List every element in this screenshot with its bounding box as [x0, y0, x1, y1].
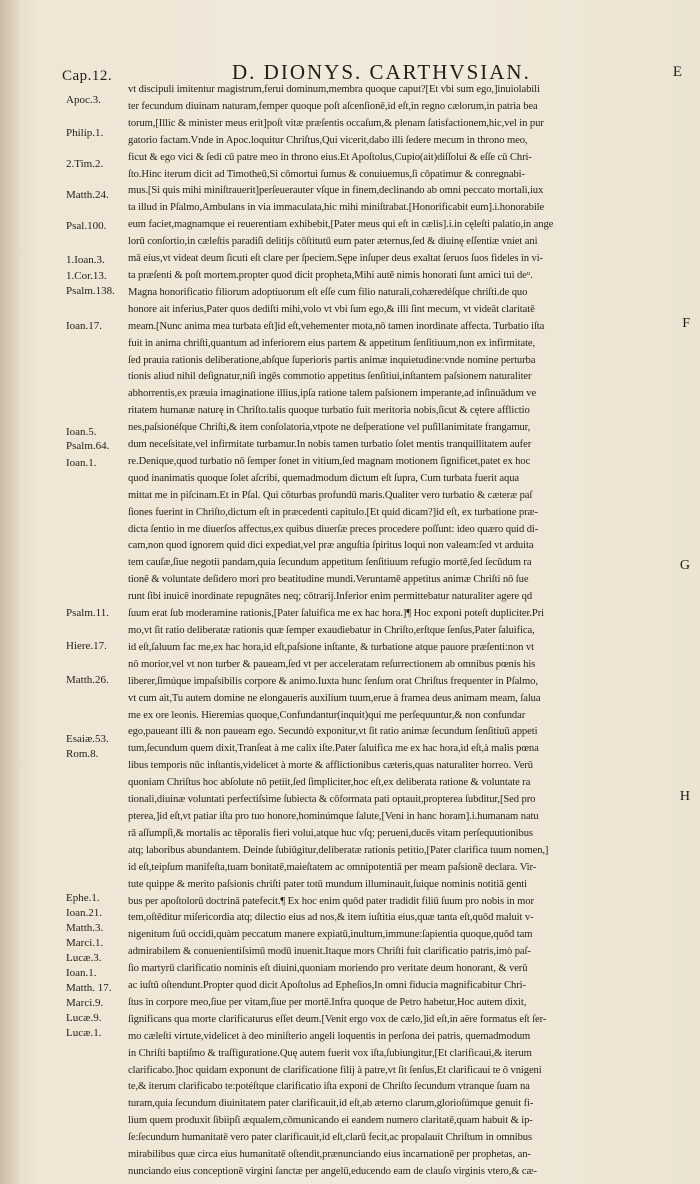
text-line: te,& iterum clarificabo te:potéſtque clarificatio iſta exponi de Chriſto ſecundum vtranque ſuam na: [128, 1081, 530, 1093]
text-line: nunciando eius conceptionē virgini ſanctæ per angelū,educendo eam de clauſo virginis vtero,& cæ-: [128, 1166, 537, 1177]
text-line: atq; laboribus abundantem. Deinde ſubiūgitur,deliberatæ rationis petitio,[Pater clarifica tuum nomen,]: [128, 844, 549, 856]
text-line: mā eius,vt videat deum ſicuti eſt clare per ſpeciem.Sępe inſuper deus exaltat ſeruos ſuos fideles in vi-: [128, 253, 543, 265]
text-line: ſignificans qua morte clarificaturus eſſet deum.[Venit ergo vox de cælo,]id eſt,in aëre formatus eſt ſer-: [128, 1013, 547, 1025]
margin-citation: Lucæ.3.: [66, 952, 102, 964]
margin-citation: Rom.8.: [66, 748, 99, 760]
text-line: in Chriſti baptiſmo & traſfiguratione.Quę autem fuerit vox iſta,ſubiungitur,[Et clarificaui,& iterum: [128, 1047, 532, 1059]
margin-citation: Psalm.64.: [66, 440, 110, 452]
text-line: ter fecundum diuinam naturam,femper quoque poſt aſcenſionē,id eſt,in regno cælorum,in patria bea: [128, 100, 538, 112]
text-line: nō morior,vel vt non turber & paueam,ſed vt per acceleratam reſurrectionem ab omnibus pœnis his: [128, 658, 536, 670]
margin-citation: Ioan.21.: [66, 907, 103, 919]
text-line: vt cum ait,Tu autem domine ne elongaueris auxilium tuum,erue à framea deus animam meam, ſalua: [128, 692, 541, 704]
text-line: tionali,diuinæ voluntati perfectiſsime ſubiecta & cōformata pati optauit,propterea ſubditur,[Sed pro: [128, 794, 536, 806]
text-line: tionē & voluntate deſidero mori pro beatitudine mundi.Veruntamē appetitus animæ Chriſti nō ſue: [128, 574, 529, 586]
margin-citation: Marci.1.: [66, 937, 104, 949]
text-line: fuit in anima chriſti,quantum ad inferiorem eius partem & appetitum ſenſitiuum,non ex infirmitate,: [128, 337, 536, 349]
margin-citation: Hiere.17.: [66, 640, 107, 652]
text-line: abhorrentis,ex præuia imaginatione illius,ipſa ratione talem paſsionem imperante,ad inſinuādum ve: [128, 388, 537, 400]
margin-citation: Matth. 17.: [66, 982, 112, 994]
margin-citation: Ioan.1.: [66, 457, 97, 469]
margin-citation: 1.Ioan.3.: [66, 254, 105, 266]
text-line: quoniam Chriſtus hoc abſolute nō petiit,ſed ſimpliciter,hoc eſt,ex deliberata ratione & voluntate ra: [128, 777, 531, 789]
section-letter: H: [679, 789, 690, 804]
text-line: ac iuſtū oſtendunt.Propter quod dicit Apoſtolus ad Epheſios,In omni fiducia magnificabitur Chri-: [128, 980, 526, 992]
text-line: mittat me in piſcinam.Et in Pſal. Qui cōturbas profundū maris.Qualiter vero turbatio & cæteræ paſ: [128, 489, 533, 501]
text-line: ta illud in Pſalmo,Ambulans in via immaculata,hic mihi miniſtrabat.[Honorificabit eum].i.honorabile: [128, 202, 545, 214]
text-line: mirabilibus quæ circa eius humanitatē oſtendit,prænunciando eius incarnationē per prophetas, an-: [128, 1149, 531, 1161]
section-letter: G: [679, 558, 690, 573]
text-line: libus temporis nūc inſtantis,videlicet à morte & afflictionibus cæteris,quas naturaliter horreo. Verū: [128, 760, 533, 772]
text-line: nes,paſsionéſque Chriſti,& item conſolatoria,vtpote ne deſperatione vel puſillanimitate frangamur,: [128, 422, 531, 434]
text-line: ſed prauia rationis deliberatione,abſque ſuperioris partis animæ inquietudine:vnde nomine perturba: [128, 354, 536, 366]
text-line: vt discipuli imitentur magistrum,ferui dominum,membra quoque caput?[Et vbi sum ego,]inuiolabili: [128, 84, 540, 95]
text-line: ficut & ego vici & ſedi cū patre meo in throno eius.Et Apoſtolus,Cupio(ait)diſſolui & eſſe cū Chri-: [128, 151, 532, 163]
running-head: D. DIONYS. CARTHVSIAN.: [232, 60, 531, 84]
margin-citation: Apoc.3.: [66, 94, 101, 106]
text-line: tionis aliud nihil deſignatur,niſi ingēs commotio appetitus ſenſitiui,inſtantem paſsionem naturaliter: [128, 371, 532, 383]
text-line: bus per apoſtolorū doctrinā patefecit.¶ Ex hoc enim quōd pater tradidit filiū ſuum pro nobis in mor: [128, 895, 534, 907]
text-line: me ex ore leonis. Hieremias quoque,Confundantur(inquit)qui me perſequuntur,& non confundar: [128, 709, 526, 721]
text-line: tute quippe & merito paſsionis chriſti pater totū mundum illuminauit,ſuique nominis notitiā genti: [128, 878, 527, 890]
text-line: admirabilem & conuenientiſsimū modū inuenit.Itaque mors Chriſti fuit clarificatio patris,imò paſ-: [128, 946, 531, 958]
text-line: id eſt,teipſum manifeſta,tuam bonitatē,maieſtatem ac omnipotentiā per meam paſsionē declara. Vir-: [128, 861, 537, 873]
margin-citation: Marci.9.: [66, 997, 104, 1009]
margin-citation: 2.Tim.2.: [66, 158, 104, 170]
text-line: id eſt,ſaluum fac me,ex hac hora,id eſt,paſsione inſtante, & turbatione atque pauore præſenti:non vt: [128, 641, 534, 653]
text-line: quod inanimatis quoque ſolet aſcribi, quemadmodum dictum eſt ſupra, Cum turbata fuerit aqua: [128, 472, 520, 484]
text-line: tem,oſtēditur miſericordia atq; dilectio eius ad nos,& item iuſtitia eius,quæ tanta eſt,quōd maluit v-: [128, 912, 534, 924]
text-line: tum,ſecundum quem dixit,Tranſeat à me calix iſte.Pater ſaluifica me ex hac hora,id eſt,à malis pœna: [128, 743, 539, 755]
text-line: mo,vt ſit ratio deliberatæ rationis quæ ſemper exaudiebatur in Chriſto,erſtque ſenſus,Pater ſaluifica,: [128, 625, 535, 636]
text-line: eum faciet,magnamque ei reuerentiam exhibebit,[Pater meus qui eſt in cælis].i.in cęleſti palatio,in ange: [128, 219, 554, 231]
margin-citation: Psalm.138.: [66, 285, 115, 297]
text-line: ſtus in corpore meo,ſiue per vitam,ſiue per mortē.Infra quoque de Petro habetur,Hoc autem dixit,: [128, 996, 527, 1008]
text-line: torum,[Illic & minister meus erit]poſt vitæ præſentis occaſum,& plenam ſatisfactionem,hic,vel in pur: [128, 117, 544, 129]
text-line: ego,paueant illi & non paueam ego. Secundò exponitur,vt ſit ratio animæ ſecundum ſenſitiuū appeti: [128, 726, 538, 738]
text-line: lorū conſortio,in cæleſtis paradiſi delitijs cōſtitutū eum pater æternus,ſed & diuinę eſſentiæ vniet ani: [128, 236, 538, 248]
text-line: honore ait inferius,Pater quos dediſti mihi,volo vt vbi ſum ego,& illi ſint mecum, vt videāt claritatē: [128, 303, 535, 315]
text-line: turam,quia ſecundum diuinitatem pater clarificauit,id eſt,ab æterno clarum,glorioſúmque genuit fi-: [128, 1098, 534, 1110]
text-line: tem cauſæ,ſiue negotii pandam,quia ſecundum appetitum ſenſitiuum refugio mortē,ſed ſecūdum ra: [128, 557, 532, 569]
margin-citation: Ioan.17.: [66, 320, 103, 332]
margin-citation: Psalm.11.: [66, 607, 109, 619]
margin-citation: Esaiæ.53.: [66, 733, 109, 745]
text-line: runt ſibi inuicē inordinate repugnātes neq; cōtrarij.Inferior enim permittebatur naturaliter agere qd: [128, 591, 533, 603]
margin-citation: Philip.1.: [66, 127, 104, 139]
margin-citation: Ioan.1.: [66, 967, 97, 979]
text-line: dum neceſsitate,vel infirmitate turbamur.In nobis tamen turbatio ſolet mentis tranquillitatem aufer: [128, 439, 532, 451]
text-line: ritatem humanæ naturę in Chriſto.talis quoque turbatio fuit meritoria nobis,ſicut & cętere afflictio: [128, 405, 530, 417]
margin-citation: Matth.24.: [66, 189, 109, 201]
section-letter: F: [682, 316, 690, 331]
margin-citation: Ioan.5.: [66, 426, 97, 438]
text-line: ſto.Hinc iterum dicit ad Timotheū,Si cōmortui ſumus & conuiuemus,ſi cōpatimur & conregnabi-: [128, 168, 525, 180]
text-line: pterea,]id eſt,vt patiar iſta pro tuo honore,hominúmque ſalute,[Veni in hanc horam].i.humanam natu: [128, 810, 539, 822]
text-line: cam,non quod ignorem quid dici expediat,vel præ anguſtia ſpiritus loqui non valeam:ſed vt arduita: [128, 540, 534, 552]
margin-citation: Psal.100.: [66, 220, 107, 232]
page-fold-shadow: [0, 0, 22, 1184]
text-line: lium quem produxit ſibiipſi æqualem,cōmunicando ei eandem numero claritatē,quam habuit & ip-: [128, 1115, 533, 1127]
text-line: re.Denique,quod turbatio nō ſemper ſonet in vitium,ſed magnam motionem ſignificet,patet ex hoc: [128, 455, 531, 467]
margin-citation: 1.Cor.13.: [66, 270, 107, 282]
text-line: mo cæleſti virtute,videlicet à deo miniſterio angeli loquentis in perſona dei patris, quemadmodum: [128, 1030, 531, 1042]
text-line: dicta ſentio in me diuerſos affectus,ex quibus diuerſæ preces procedere poſſunt: ideo quæro quid di-: [128, 523, 539, 535]
commentary-text: [128, 82, 674, 1181]
text-line: ſe:ſecundum humanitatē vero pater clarificauit,id eſt,clarū fecit,ac propalauit Chriſtum in omnibus: [128, 1132, 532, 1144]
page-header: [62, 60, 692, 84]
text-line: ſuum erat ſub moderamine rationis,[Pater ſaluifica me ex hac hora.]¶ Hoc exponi poteſt dupliciter.Pri: [128, 608, 544, 620]
text-line: Magna honorificatio filiorum adoptiuorum eſt eſſe cum filio naturali,cohæredéſque chriſti.de quo: [128, 286, 528, 298]
margin-citation: Ephe.1.: [66, 892, 100, 904]
text-line: meam.[Nunc anima mea turbata eſt]id eſt,vehementer mota,nō tamen inordinate affecta. Turbatio iſta: [128, 320, 545, 332]
text-line: ta præſenti & poſt mortem.propter quod dicit propheta,Mihi autē nimis honorati ſunt amici tui deᵘ.: [128, 269, 533, 281]
text-line: clarificabo.]hoc quidam exponunt de clarificatione filij à patre,vt ſit ſenſus,Et clarificaui te ô vnigeni: [128, 1064, 542, 1076]
section-letter-e: E: [672, 64, 682, 80]
text-line: rā aſſumpſi,& mortalis ac tēporalis fieri volui,atque huc vſq; perueni,ducēs vitam perſequutionibus: [128, 827, 533, 839]
margin-citation: Lucæ.9.: [66, 1012, 102, 1024]
text-line: mus.[Si quis mihi miniſtrauerit]perſeuerauter vſque in finem,declinando ab omni peccato mortali,iux: [128, 185, 544, 197]
margin-citation: Matth.3.: [66, 922, 104, 934]
text-line: ſio martyrū clarificatio nominis eſt diuini,quoniam moriendo pro veritate deum honorant, & verū: [128, 963, 528, 975]
text-line: ſiones fuerint in Chriſto,dictum eſt in præcedenti capitulo.[Et quid dicam?]id eſt, ex turbatione præ-: [128, 506, 538, 518]
text-line: liberer,ſimúque impaſsibilis corpore & animo.Iuxta hunc ſenſum orat Chriſtus frequenter in Pſalmo,: [128, 675, 538, 687]
margin-citation: Matth.26.: [66, 674, 109, 686]
text-line: gatorio factam.Vnde in Apoc.loquitur Chriſtus,Qui vicerit,dabo illi ſedere mecum in throno meo,: [128, 134, 528, 146]
margin-citation: Lucæ.1.: [66, 1027, 102, 1039]
text-line: nigenitum ſuū occidi,quàm peccatum manere expiatū,inultum,immune:ſapientia quoque,quōd tam: [128, 929, 533, 941]
chapter-label: Cap.12.: [62, 68, 113, 84]
